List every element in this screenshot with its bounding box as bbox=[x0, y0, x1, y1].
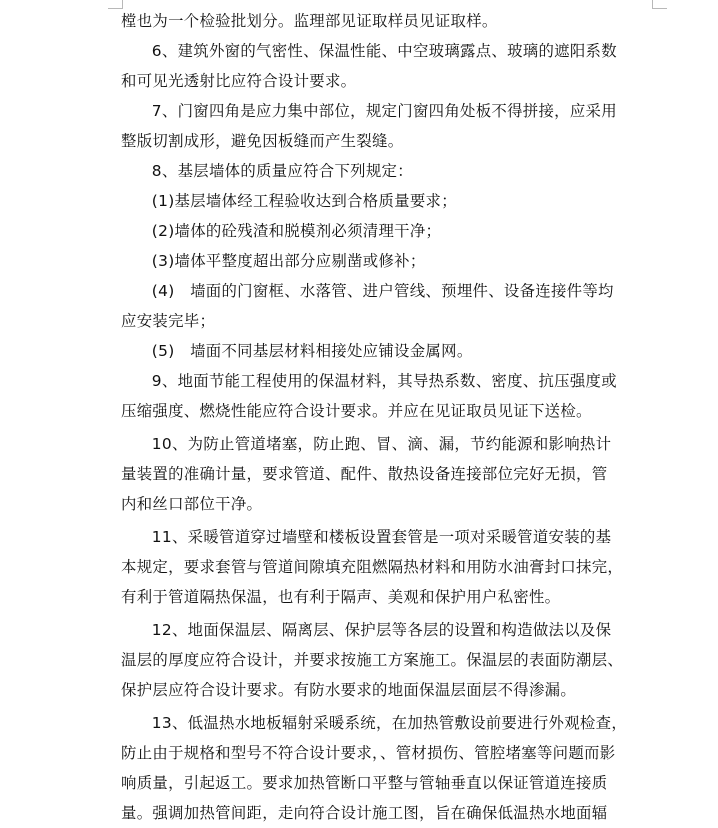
text-line: 量。强调加热管间距，走向符合设计施工图，旨在确保低温热水地面辐 bbox=[121, 804, 608, 822]
sub-item-2: (2)墙体的砼残渣和脱模剂必须清理干净； bbox=[151, 222, 442, 240]
text-line: 和可见光透射比应符合设计要求。 bbox=[121, 72, 357, 90]
paragraph-item-6 bbox=[121, 36, 651, 96]
paragraph-item-11 bbox=[121, 522, 651, 612]
text-line: 11、采暖管道穿过墙壁和楼板设置套管是一项对采暖管道安装的基 bbox=[151, 528, 612, 546]
page-corner-mark-right bbox=[652, 0, 667, 9]
text-line: 9、地面节能工程使用的保温材料，其导热系数、密度、抗压强度或 bbox=[151, 372, 617, 390]
text-line: 7、门窗四角是应力集中部位，规定门窗四角处板不得拼接，应采用 bbox=[151, 102, 617, 120]
paragraph-item-10 bbox=[121, 429, 651, 519]
text-line: 13、低温热水地板辐射采暖系统，在加热管敷设前要进行外观检查， bbox=[151, 714, 628, 732]
text-line: 6、建筑外窗的气密性、保温性能、中空玻璃露点、玻璃的遮阳系数 bbox=[151, 42, 617, 60]
sub-item-5: (5) 墙面不同基层材料相接处应铺设金属网。 bbox=[151, 342, 473, 360]
text-line: 12、地面保温层、隔离层、保护层等各层的设置和构造做法以及保 bbox=[151, 621, 612, 639]
sub-item-3: (3)墙体平整度超出部分应剔凿或修补； bbox=[151, 252, 426, 270]
text-line: (4) 墙面的门窗框、水落管、进户管线、预埋件、设备连接件等均 bbox=[151, 282, 614, 300]
text-line: 有利于管道隔热保温，也有利于隔声、美观和保护用户私密性。 bbox=[121, 588, 561, 606]
text-line: 温层的厚度应符合设计，并要求按施工方案施工。保温层的表面防潮层、 bbox=[121, 651, 624, 669]
paragraph-item-8: 8、基层墙体的质量应符合下列规定： bbox=[151, 162, 413, 180]
paragraph-item-7 bbox=[121, 96, 651, 156]
paragraph-item-12 bbox=[121, 615, 651, 705]
text-line: 整版切割成形，避免因板缝而产生裂缝。 bbox=[121, 132, 404, 150]
text-line: 量装置的准确计量，要求管道、配件、散热设备连接部位完好无损，管 bbox=[121, 465, 608, 483]
text-line: 响质量，引起返工。要求加热管断口平整与管轴垂直以保证管道连接质 bbox=[121, 774, 608, 792]
text-line: 压缩强度、燃烧性能应符合设计要求。并应在见证取员见证下送检。 bbox=[121, 402, 592, 420]
text-line: 内和丝口部位干净。 bbox=[121, 495, 263, 513]
sub-item-1: (1)基层墙体经工程验收达到合格质量要求； bbox=[151, 192, 457, 210]
sub-item-4 bbox=[121, 276, 651, 336]
text-line: 10、为防止管道堵塞，防止跑、冒、滴、漏，节约能源和影响热计 bbox=[151, 435, 612, 453]
text-line: 本规定，要求套管与管道间隙填充阻燃隔热材料和用防水油膏封口抹完， bbox=[121, 558, 624, 576]
paragraph-item-13 bbox=[121, 708, 651, 828]
text-line: 应安装完毕； bbox=[121, 312, 216, 330]
paragraph-continuation: 樘也为一个检验批划分。监理部见证取样员见证取样。 bbox=[121, 12, 498, 30]
text-line: 保护层应符合设计要求。有防水要求的地面保温层面层不得渗漏。 bbox=[121, 681, 577, 699]
document-body bbox=[121, 0, 651, 828]
paragraph-item-9 bbox=[121, 366, 651, 426]
text-line: 防止由于规格和型号不符合设计要求，、管材损伤、管腔堵塞等问题而影 bbox=[121, 744, 616, 762]
